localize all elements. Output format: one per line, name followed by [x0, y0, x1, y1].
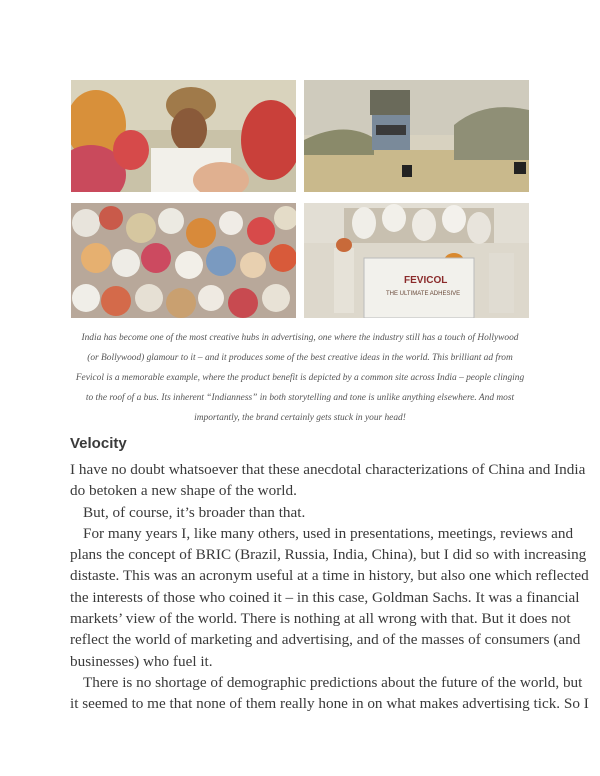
section-heading: Velocity: [70, 435, 127, 452]
body-line: the interests of those who coined it – in this case, Goldman Sachs. It was a financial: [70, 588, 580, 606]
body-line: it seemed to me that none of them really hone in on what makes advertising tick. So I: [70, 695, 589, 713]
bus-sign-tagline: THE ULTIMATE ADHESIVE: [386, 291, 461, 297]
body-line: reflect the world of marketing and advertising, and of the masses of consumers (and: [70, 631, 581, 649]
body-line: There is no shortage of demographic predictions about the future of the world, but: [83, 673, 583, 691]
body-line: But, of course, it’s broader than that.: [83, 503, 306, 521]
photo-caption: [70, 328, 530, 428]
body-line: For many years I, like many others, used in presentations, meetings, reviews and: [83, 524, 574, 542]
bus-sign-brand: FEVICOL: [404, 275, 448, 286]
caption-line: (or Bollywood) glamour to it – and it produces some of the best creative ideas in the world. This brilliant ad from: [87, 353, 513, 363]
photo-people-on-bus-fevicol: [304, 203, 529, 318]
photo-overloaded-bus-desert: [304, 80, 529, 192]
caption-line: to the roof of a bus. Its inherent “Indianness” in both storytelling and tone is unlike anything elsewhere. And most: [85, 393, 515, 403]
photo-crowd-of-heads: [71, 203, 296, 318]
caption-line: India has become one of the most creative hubs in advertising, one where the industry still has a touch of Hollywood: [81, 333, 519, 343]
body-line: markets’ view of the world. There is nothing at all wrong with that. But it does not: [70, 610, 571, 628]
body-text: [70, 459, 589, 715]
caption-line: importantly, the brand certainly gets stuck in your head!: [194, 413, 406, 423]
photo-men-in-turbans: [71, 80, 296, 192]
body-line: businesses) who fuel it.: [70, 652, 213, 670]
body-line: distaste. This was an acronym useful at a time in history, but also one which reflected: [70, 567, 589, 585]
body-line: do betoken a new shape of the world.: [70, 482, 297, 500]
body-line: I have no doubt whatsoever that these anecdotal characterizations of China and India: [70, 461, 586, 478]
body-line: plans the concept of BRIC (Brazil, Russia, India, China), but I did so with increasing: [70, 546, 587, 564]
caption-line: Fevicol is a memorable example, where the product benefit is depicted by a common site across India – people clinging: [75, 373, 525, 383]
